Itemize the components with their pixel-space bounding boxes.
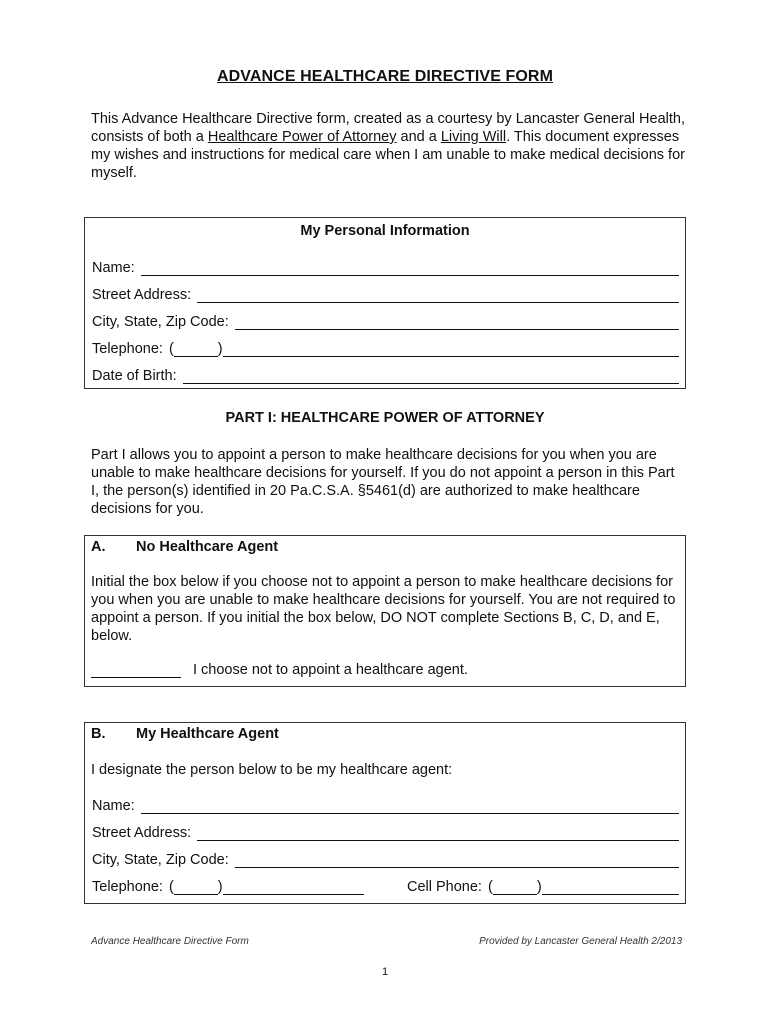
agent-name-label: Name: (92, 798, 135, 814)
agent-cell-label: Cell Phone: (407, 879, 482, 895)
telephone-field[interactable]: Telephone: ( ) (92, 337, 679, 357)
section-a-header (91, 539, 278, 555)
footer-form-name: Advance Healthcare Directive Form (91, 936, 249, 947)
name-label: Name: (92, 260, 135, 276)
intro-text-2: and a (396, 129, 441, 145)
intro-paragraph (91, 110, 691, 182)
part1-heading: PART I: HEALTHCARE POWER OF ATTORNEY (225, 410, 545, 426)
agent-telephone-field[interactable]: Telephone: ( ) (92, 875, 364, 895)
city-line[interactable] (235, 315, 679, 330)
agent-city-field[interactable] (92, 848, 679, 868)
living-will-term: Living Will (440, 129, 507, 145)
agent-cell-line[interactable] (542, 880, 679, 895)
section-a-box (84, 535, 686, 687)
dob-line[interactable] (183, 369, 679, 384)
section-b-header (91, 726, 279, 742)
telephone-line[interactable] (223, 342, 679, 357)
footer-provider: Provided by Lancaster General Health 2/2013 (479, 936, 682, 947)
dob-field[interactable] (92, 364, 679, 384)
healthcare-poa-term: Healthcare Power of Attorney (207, 129, 397, 145)
personal-info-heading: My Personal Information (300, 223, 470, 239)
personal-info-box (84, 217, 686, 389)
part1-text: Part I allows you to appoint a person to make healthcare decisions for you when you are unable to make healthcare decisions for yourself. If you do not appoint a person in this Part I, the person(s) identified in 20 Pa.C.S.A. §5461(d) are authorized to make healthcare decisions for you. (91, 447, 675, 517)
agent-street-label: Street Address: (92, 825, 192, 841)
dob-label: Date of Birth: (92, 368, 177, 384)
name-field[interactable] (92, 256, 679, 276)
intro-text-1: This Advance Healthcare Directive form, created as a courtesy by Lancaster General Health, consists of both a (91, 111, 685, 145)
form-title: ADVANCE HEALTHCARE DIRECTIVE FORM (216, 68, 554, 85)
agent-telephone-line[interactable] (223, 880, 364, 895)
agent-cell-field[interactable]: Cell Phone: ( ) (407, 875, 679, 895)
no-agent-initial-row[interactable] (91, 662, 468, 678)
agent-cell-area-code-line[interactable] (493, 880, 537, 895)
section-b-heading: My Healthcare Agent (136, 726, 279, 742)
agent-name-field[interactable] (92, 794, 679, 814)
agent-telephone-label: Telephone: (92, 879, 163, 895)
city-label: City, State, Zip Code: (92, 314, 229, 330)
no-agent-choice-text: I choose not to appoint a healthcare agent. (193, 662, 468, 678)
street-label: Street Address: (92, 287, 192, 303)
name-line[interactable] (141, 261, 679, 276)
section-a-text: Initial the box below if you choose not to appoint a person to make healthcare decisions for you when you are unable to make healthcare decisions for yourself. You are not required to appoint a person. If you initial the box below, DO NOT complete Sections B, C, D, and E, below. (91, 574, 676, 644)
agent-area-code-line[interactable] (174, 880, 218, 895)
agent-city-label: City, State, Zip Code: (92, 852, 229, 868)
section-b-text: I designate the person below to be my healthcare agent: (91, 762, 453, 778)
street-field[interactable] (92, 283, 679, 303)
agent-street-field[interactable] (92, 821, 679, 841)
page-number: 1 (381, 966, 389, 978)
intro-text-3: . This document expresses my wishes and instructions for medical care when I am unable to make medical decisions for myself. (91, 129, 685, 181)
telephone-label: Telephone: (92, 341, 163, 357)
section-b-box (84, 722, 686, 904)
section-a-letter: A. (91, 539, 106, 555)
city-field[interactable] (92, 310, 679, 330)
street-line[interactable] (197, 288, 679, 303)
section-a-heading: No Healthcare Agent (136, 539, 279, 555)
agent-city-line[interactable] (235, 853, 679, 868)
section-b-letter: B. (91, 726, 106, 742)
area-code-line[interactable] (174, 342, 218, 357)
no-agent-initial-line[interactable] (91, 663, 181, 678)
agent-name-line[interactable] (141, 799, 679, 814)
agent-street-line[interactable] (197, 826, 679, 841)
